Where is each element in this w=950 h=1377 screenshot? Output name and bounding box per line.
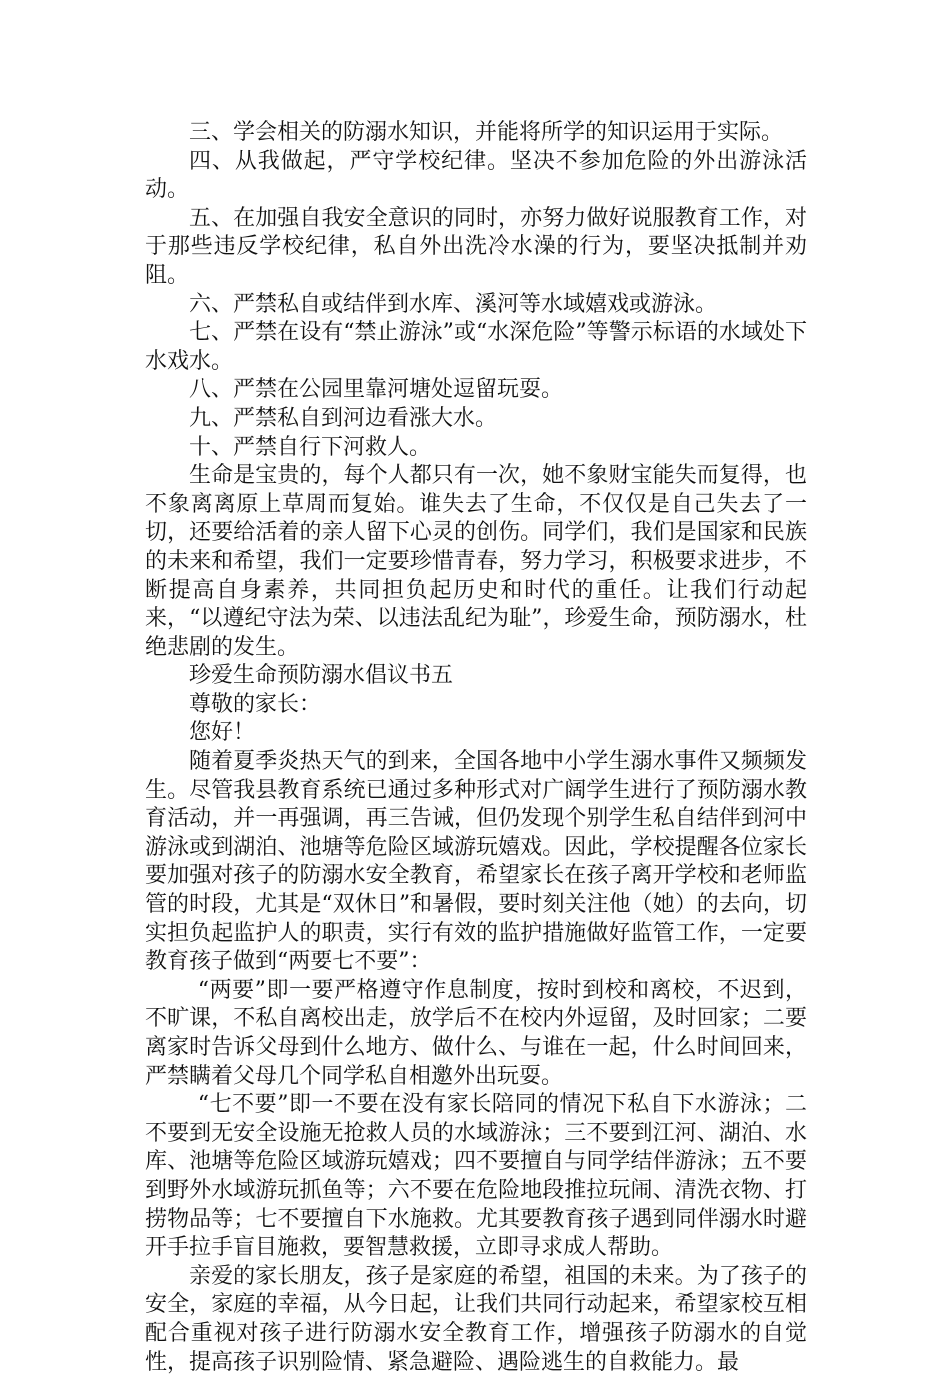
salutation: 尊敬的家长： [189, 691, 322, 717]
paragraph: 三、学会相关的防溺水知识，并能将所学的知识运用于实际。 [189, 120, 784, 145]
section-heading: 珍爱生命预防溺水倡议书五 [189, 663, 454, 689]
paragraph: 八、严禁在公园里靠河塘处逗留玩耍。 [189, 377, 564, 403]
paragraph: 十、严禁自行下河救人。 [189, 434, 432, 460]
paragraph: 五、在加强自我安全意识的同时，亦努力做好说服教育工作，对于那些违反学校纪律，私自外出洗冷水澡的行为，要坚决抵制并劝阻。 [145, 205, 807, 288]
paragraph: 六、严禁私自或结伴到水库、溪河等水域嬉戏或游泳。 [189, 291, 718, 317]
document-body [145, 119, 807, 1377]
paragraph: “两要”即一要严格遵守作息制度，按时到校和离校，不迟到，不旷课，不私自离校出走，放学后不在校内外逗留，及时回家；二要离家时告诉父母到什么地方、做什么、与谁在一起，什么时间回来，严禁瞒着父母几个同学私自相邀外出玩耍。 [145, 977, 807, 1089]
greeting: 您好！ [189, 720, 256, 746]
paragraph: 七、严禁在设有“禁止游泳”或“水深危险”等警示标语的水域处下水戏水。 [145, 320, 807, 374]
paragraph: “七不要”即一不要在没有家长陪同的情况下私自下水游泳；二不要到无安全设施无抢救人员的水域游泳；三不要到江河、湖泊、水库、池塘等危险区域游玩嬉戏；四不要擅自与同学结伴游泳；五不要到野外水域游玩抓鱼等；六不要在危险地段推拉玩闹、清洗衣物、打捞物品等；七不要擅自下水施救。尤其要教育孩子遇到同伴溺水时避开手拉手盲目施救，要智慧救援，立即寻求成人帮助。 [145, 1092, 807, 1261]
paragraph: 四、从我做起，严守学校纪律。坚决不参加危险的外出游泳活动。 [145, 148, 807, 203]
paragraph: 随着夏季炎热天气的到来，全国各地中小学生溺水事件又频频发生。尽管我县教育系统已通过多种形式对广阔学生进行了预防溺水教育活动，并一再强调，再三告诫，但仍发现个别学生私自结伴到河中游泳或到湖泊、池塘等危险区域游玩嬉戏。因此，学校提醒各位家长要加强对孩子的防溺水安全教育，希望家长在孩子离开学校和老师监管的时段，尤其是“双休日”和暑假，要时刻关注他（她）的去向，切实担负起监护人的职责，实行有效的监护措施做好监管工作，一定要教育孩子做到“两要七不要”： [145, 749, 807, 975]
paragraph: 九、严禁私自到河边看涨大水。 [189, 405, 498, 431]
paragraph: 生命是宝贵的，每个人都只有一次，她不象财宝能失而复得，也不象离离原上草周而复始。谁失去了生命，不仅仅是自己失去了一切，还要给活着的亲人留下心灵的创伤。同学们，我们是国家和民族的未来和希望，我们一定要珍惜青春，努力学习，积极要求进步，不断提高自身素养，共同担负起历史和时代的重任。让我们行动起来，“以遵纪守法为荣、以违法乱纪为耻”，珍爱生命，预防溺水，杜绝悲剧的发生。 [145, 463, 807, 660]
paragraph: 亲爱的家长朋友，孩子是家庭的希望，祖国的未来。为了孩子的安全，家庭的幸福，从今日起，让我们共同行动起来，希望家校互相配合重视对孩子进行防溺水安全教育工作，增强孩子防溺水的自觉性，提高孩子识别险情、紧急避险、遇险逃生的自救能力。最 [145, 1263, 807, 1375]
